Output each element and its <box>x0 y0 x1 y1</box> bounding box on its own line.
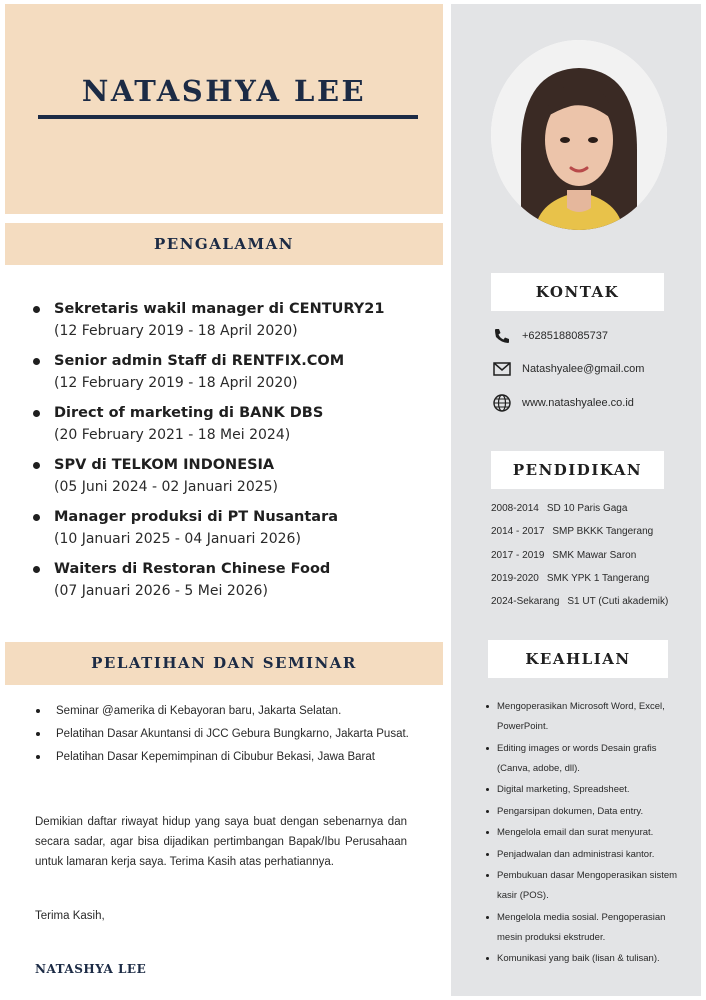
skills-list <box>484 697 684 971</box>
experience-title: SPV di TELKOM INDONESIA <box>54 457 275 473</box>
experience-item <box>28 298 438 350</box>
training-item: Seminar @amerika di Kebayoran baru, Jakarta Selatan. <box>30 703 410 719</box>
education-school: S1 UT (Cuti akademik) <box>567 596 669 608</box>
experience-title: Sekretaris wakil manager di CENTURY21 <box>54 301 385 317</box>
experience-item <box>28 350 438 402</box>
experience-period: (05 Juni 2024 - 02 Januari 2025) <box>54 479 279 495</box>
education-item <box>491 573 697 596</box>
education-item <box>491 526 697 549</box>
training-item: Pelatihan Dasar Kepemimpinan di Cibubur Bekasi, Jawa Barat <box>30 749 410 765</box>
experience-period: (12 February 2019 - 18 April 2020) <box>54 323 298 339</box>
closing-thanks: Terima Kasih, <box>35 910 105 922</box>
skill-item: Mengelola email dan surat menyurat. <box>484 823 684 843</box>
experience-period: (20 February 2021 - 18 Mei 2024) <box>54 427 291 443</box>
education-school: SMK YPK 1 Tangerang <box>546 572 650 584</box>
profile-photo <box>491 40 667 230</box>
website-url[interactable]: www.natashyalee.co.id <box>522 397 634 409</box>
skill-item: Digital marketing, Spreadsheet. <box>484 780 684 800</box>
education-years: 2024-Sekarang <box>491 596 560 608</box>
email-address[interactable]: Natashyalee@gmail.com <box>522 363 645 375</box>
experience-title: Direct of marketing di BANK DBS <box>54 405 324 421</box>
skill-item: Pembukuan dasar Mengoperasikan sistem kasir (POS). <box>484 866 684 906</box>
education-list <box>491 503 697 619</box>
name-header-panel <box>5 4 443 214</box>
education-school: SMK Mawar Saron <box>552 549 637 561</box>
phone-icon <box>492 326 512 346</box>
experience-item <box>28 402 438 454</box>
skill-item: Editing images or words Desain grafis (Canva, adobe, dll). <box>484 739 684 779</box>
skills-heading: KEAHLIAN <box>488 640 668 678</box>
experience-period: (12 February 2019 - 18 April 2020) <box>54 375 298 391</box>
education-item <box>491 503 697 526</box>
skill-item: Komunikasi yang baik (lisan & tulisan). <box>484 949 684 969</box>
education-years: 2014 - 2017 <box>491 526 545 538</box>
training-item: Pelatihan Dasar Akuntansi di JCC Gebura Bungkarno, Jakarta Pusat. <box>30 726 410 742</box>
contact-heading: KONTAK <box>491 273 664 311</box>
globe-icon <box>492 393 512 413</box>
experience-title: Waiters di Restoran Chinese Food <box>54 561 331 577</box>
experience-item <box>28 558 438 610</box>
education-years: 2019-2020 <box>491 572 539 584</box>
experience-period: (10 Januari 2025 - 04 Januari 2026) <box>54 531 301 547</box>
contact-email <box>492 359 644 379</box>
skill-item: Pengarsipan dokumen, Data entry. <box>484 802 684 822</box>
experience-item <box>28 506 438 558</box>
education-item <box>491 550 697 573</box>
training-heading: PELATIHAN DAN SEMINAR <box>5 642 443 685</box>
mail-icon <box>492 359 512 379</box>
training-list <box>30 703 410 772</box>
skill-item: Mengelola media sosial. Pengoperasian mesin produksi ekstruder. <box>484 908 684 948</box>
experience-heading: PENGALAMAN <box>5 223 443 265</box>
page-title: NATASHYA LEE <box>81 74 367 108</box>
education-item <box>491 596 697 619</box>
experience-list <box>28 298 438 610</box>
phone-number[interactable]: +6285188085737 <box>522 330 608 342</box>
closing-paragraph: Demikian daftar riwayat hidup yang saya buat dengan sebenarnya dan secara sadar, agar bisa dijadikan pertimbangan Bapak/Ibu Perusahaan untuk lamaran kerja saya. Terima Kasih atas perhatiannya. <box>35 816 407 868</box>
education-years: 2017 - 2019 <box>491 549 545 561</box>
skill-item: Penjadwalan dan administrasi kantor. <box>484 845 684 865</box>
education-school: SD 10 Paris Gaga <box>546 503 628 514</box>
contact-phone <box>492 326 608 346</box>
skill-item: Mengoperasikan Microsoft Word, Excel, PowerPoint. <box>484 697 684 737</box>
signature-name: NATASHYA LEE <box>35 962 147 976</box>
education-school: SMP BKKK Tangerang <box>552 526 654 538</box>
education-years: 2008-2014 <box>491 503 539 514</box>
contact-website <box>492 393 634 413</box>
education-heading: PENDIDIKAN <box>491 451 664 489</box>
experience-item <box>28 454 438 506</box>
title-underline <box>38 115 418 119</box>
experience-period: (07 Januari 2026 - 5 Mei 2026) <box>54 583 268 599</box>
experience-title: Senior admin Staff di RENTFIX.COM <box>54 353 345 369</box>
experience-title: Manager produksi di PT Nusantara <box>54 509 339 525</box>
